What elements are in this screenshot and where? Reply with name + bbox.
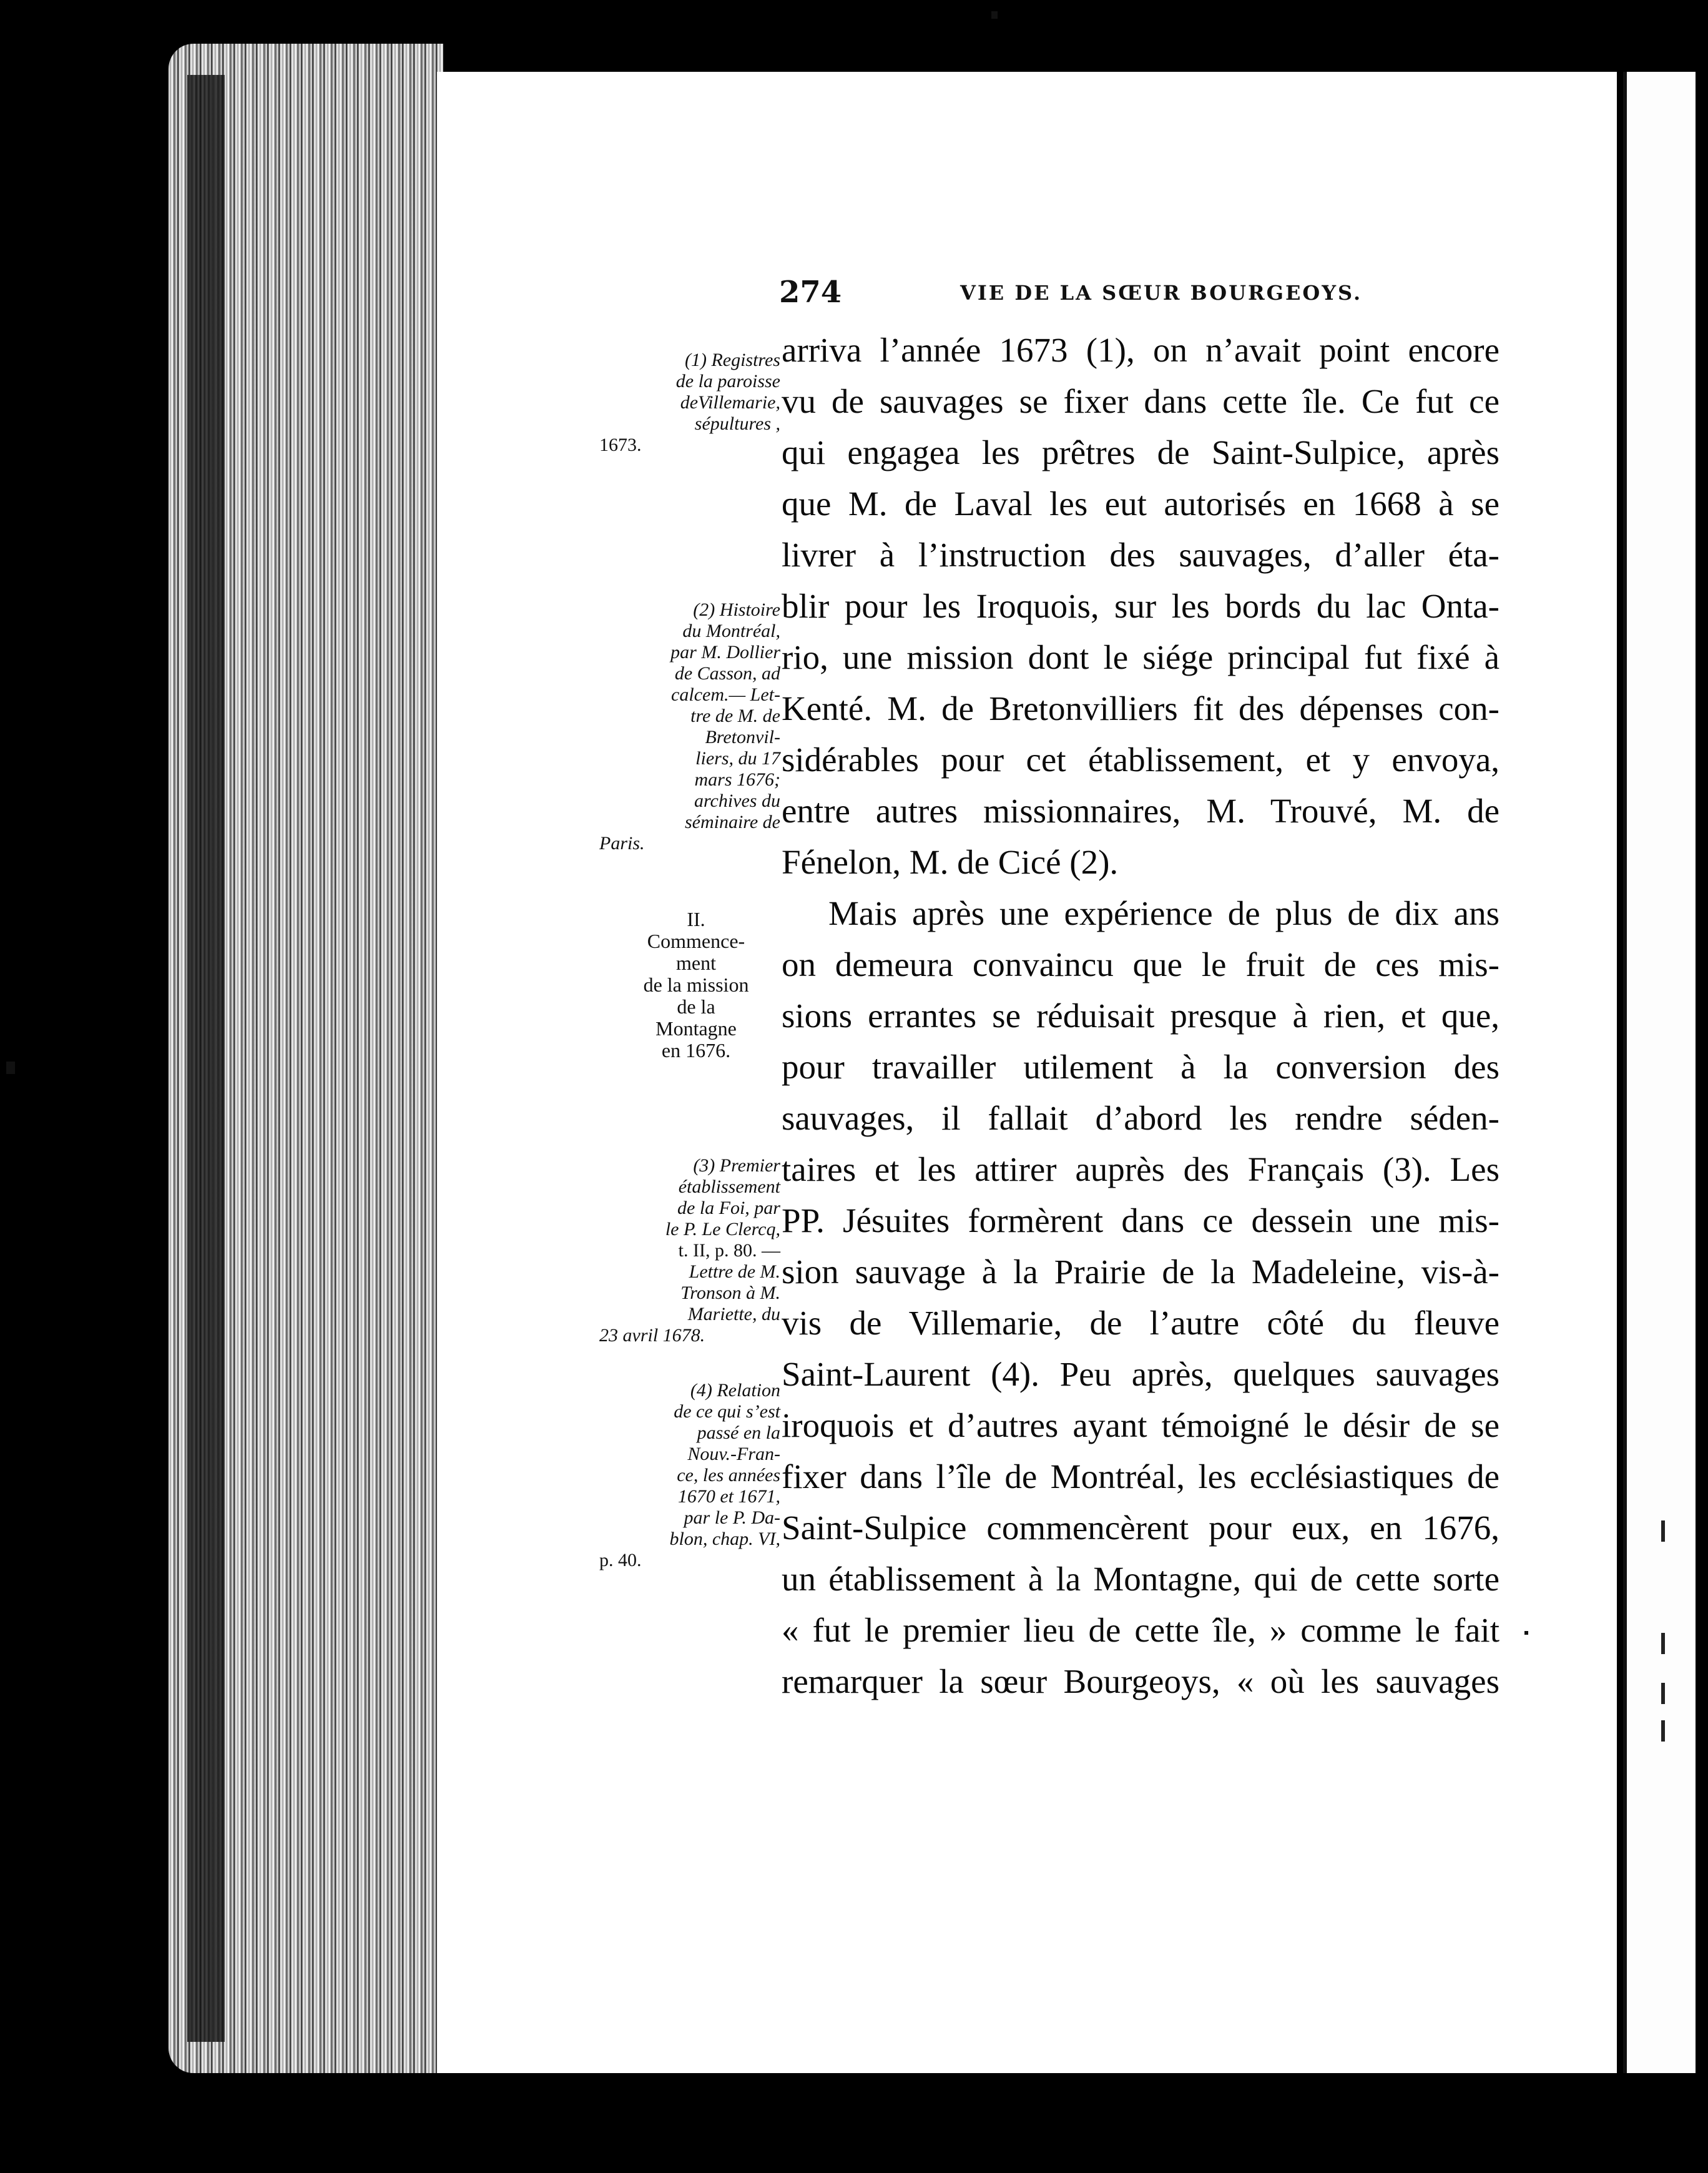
side-heading-line: Commence- — [647, 930, 745, 952]
note-line: calcem.— Let- — [671, 684, 780, 705]
ink-mark — [1661, 1520, 1665, 1542]
scan-speck — [991, 11, 998, 19]
note-line: ce, les années — [677, 1465, 780, 1486]
note-line: établissement — [678, 1176, 780, 1197]
main-text-column — [782, 325, 1499, 1707]
text-line: fixer dans l’île de Montréal, les ecclésiastiques de — [782, 1457, 1499, 1495]
note-line: 1673. — [599, 435, 642, 455]
text-line: Saint-Laurent (4). Peu après, quelques sauvages — [782, 1355, 1499, 1393]
note-line: p. 40. — [599, 1550, 642, 1570]
text-line: Mais après une expérience de plus de dix ans — [828, 894, 1499, 932]
text-line: vu de sauvages se fixer dans cette île. Ce fut ce — [782, 382, 1499, 420]
side-heading-line: Montagne — [655, 1017, 737, 1040]
text-line: remarquer la sœur Bourgeoys, « où les sauvages — [782, 1662, 1499, 1700]
note-line: 23 avril 1678. — [599, 1325, 705, 1346]
text-line: iroquois et d’autres ayant témoigné le désir de se — [782, 1406, 1499, 1444]
note-line: t. II, p. 80. — — [678, 1240, 780, 1261]
note-line: Tronson à M. — [680, 1283, 780, 1303]
note-line: 1670 et 1671, — [677, 1486, 780, 1507]
text-line: PP. Jésuites formèrent dans ce dessein une mis- — [782, 1201, 1499, 1239]
note-line: (2) Histoire — [693, 599, 780, 620]
text-line: livrer à l’instruction des sauvages, d’aller éta- — [782, 536, 1499, 574]
text-line: Kenté. M. de Bretonvilliers fit des dépenses con- — [782, 689, 1499, 727]
text-line: taires et les attirer auprès des Français (3). Les — [782, 1150, 1499, 1188]
note-line: de ce qui s’est — [674, 1401, 780, 1422]
text-line: Fénelon, M. de Cicé (2). — [782, 843, 1119, 881]
ink-mark — [1661, 1720, 1665, 1742]
page-header — [779, 275, 1363, 312]
side-heading-line: ment — [676, 952, 716, 974]
margin-note-1 — [599, 350, 780, 456]
side-heading-line: II. — [687, 908, 705, 930]
section-side-heading — [615, 909, 777, 1062]
book-spine-shadow — [187, 75, 225, 2042]
note-line: liers, du 17 — [695, 748, 780, 769]
note-line: blon, chap. VI, — [669, 1529, 780, 1549]
text-line: sauvages, il fallait d’abord les rendre séden- — [782, 1099, 1499, 1137]
note-line: par le P. Da- — [684, 1507, 780, 1528]
scan-speck — [6, 1062, 15, 1074]
note-line: Nouv.-Fran- — [687, 1444, 780, 1464]
text-line: sidérables pour cet établissement, et y envoya, — [782, 741, 1499, 779]
margin-note-3 — [599, 1155, 780, 1346]
note-line: sépultures , — [694, 413, 780, 434]
ink-mark — [1661, 1683, 1665, 1704]
text-line: un établissement à la Montagne, qui de cette sorte — [782, 1560, 1499, 1598]
note-line: Lettre de M. — [689, 1261, 780, 1282]
side-heading-line: de la mission — [643, 973, 749, 996]
text-line: blir pour les Iroquois, sur les bords du lac Onta- — [782, 587, 1499, 625]
side-heading-line: en 1676. — [661, 1039, 731, 1062]
text-line: « fut le premier lieu de cette île, » comme le fait — [782, 1611, 1499, 1649]
note-line: (4) Relation — [690, 1380, 780, 1401]
note-line: par M. Dollier — [670, 642, 780, 663]
note-line: Paris. — [599, 833, 645, 854]
note-line: le P. Le Clercq, — [665, 1219, 780, 1239]
note-line: Bretonvil- — [705, 727, 780, 747]
note-line: (3) Premier — [693, 1155, 780, 1176]
text-line: on demeura convaincu que le fruit de ces mis- — [782, 945, 1499, 983]
scan-speck — [1524, 1631, 1528, 1635]
note-line: séminaire de — [684, 812, 780, 832]
margin-note-4 — [599, 1380, 780, 1571]
text-line: rio, une mission dont le siége principal fut fixé à — [782, 638, 1499, 676]
facing-page-edge — [1623, 72, 1696, 2073]
text-line: vis de Villemarie, de l’autre côté du fleuve — [782, 1304, 1499, 1342]
note-line: deVillemarie, — [680, 392, 780, 413]
text-line: pour travailler utilement à la conversion des — [782, 1048, 1499, 1086]
text-line: arriva l’année 1673 (1), on n’avait point encore — [782, 331, 1499, 369]
page-number: 274 — [779, 275, 842, 310]
text-line: Saint-Sulpice commencèrent pour eux, en 1676, — [782, 1509, 1499, 1547]
note-line: tre de M. de — [690, 706, 780, 726]
margin-note-2 — [599, 599, 780, 854]
note-line: (1) Registres — [684, 350, 780, 370]
text-line: que M. de Laval les eut autorisés en 1668 à se — [782, 485, 1499, 523]
side-heading-line: de la — [677, 995, 715, 1018]
text-line: qui engagea les prêtres de Saint-Sulpice, après — [782, 433, 1499, 471]
note-line: mars 1676; — [694, 769, 780, 790]
note-line: passé en la — [697, 1422, 780, 1443]
ink-mark — [1661, 1633, 1665, 1654]
note-line: de Casson, ad — [674, 663, 780, 684]
note-line: Mariette, du — [687, 1304, 780, 1324]
text-line: sion sauvage à la Prairie de la Madeleine, vis-à- — [782, 1253, 1499, 1291]
text-line: entre autres missionnaires, M. Trouvé, M. de — [782, 792, 1499, 830]
text-line: sions errantes se réduisait presque à rien, et que, — [782, 997, 1499, 1035]
note-line: du Montréal, — [682, 621, 780, 641]
running-title: VIE DE LA SŒUR BOURGEOYS. — [960, 281, 1363, 305]
note-line: de la Foi, par — [677, 1198, 780, 1218]
note-line: archives du — [694, 791, 780, 811]
note-line: de la paroisse — [675, 371, 780, 392]
